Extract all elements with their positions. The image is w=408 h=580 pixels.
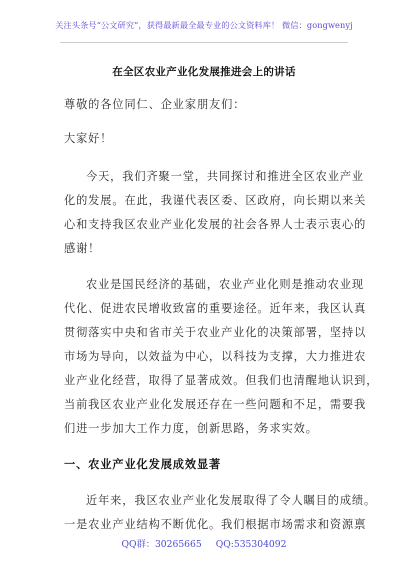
greeting: 大家好！: [64, 132, 113, 145]
header-divider: [60, 42, 348, 43]
paragraph-line: 市场为导向，以效益为中心，以科技为支撑，大力推进农: [64, 350, 367, 363]
paragraph-line: 业产业化经营，取得了显著成效。但我们也清醒地认识到，: [64, 374, 379, 387]
paragraph-line: 近年来，我区农业产业化发展取得了令人瞩目的成绩。: [86, 494, 377, 507]
header-banner: 关注头条号“公文研究”，获得最新最全最专业的公文资料库！ 微信：gongwenyj: [55, 20, 353, 30]
paragraph-line: 一是农业产业结构不断优化。我们根据市场需求和资源禀: [64, 518, 367, 531]
paragraph-line: 心和支持我区农业产业化发展的社会各界人士表示衷心的: [64, 218, 367, 231]
paragraph-line: 当前我区农业产业化发展还存在一些问题和不足，需要我: [64, 398, 367, 411]
paragraph-line: 贯彻落实中央和省市关于农业产业化的决策部署，坚持以: [64, 326, 367, 339]
footer-qq-group: QQ群：30265665: [121, 539, 202, 550]
paragraph-line: 代化、促进农民增收致富的重要途径。近年来，我区认真: [64, 302, 367, 315]
salutation: 尊敬的各位同仁、企业家朋友们：: [64, 98, 246, 111]
section-heading: 一、农业产业化发展成效显著: [64, 457, 222, 471]
footer-contact: [0, 536, 408, 550]
paragraph-line: 化的发展。在此，我谨代表区委、区政府，向长期以来关: [64, 194, 367, 207]
paragraph-line: 农业是国民经济的基础，农业产业化则是推动农业现: [86, 278, 365, 291]
paragraph-line: 感谢！: [64, 242, 101, 255]
footer-qq: QQ:535304092: [215, 539, 287, 550]
paragraph-line: 今天，我们齐聚一堂，共同探讨和推进全区农业产业: [86, 170, 365, 183]
document-title: 在全区农业产业化发展推进会上的讲话: [112, 66, 296, 78]
paragraph-line: 们进一步加大工作力度，创新思路，务求实效。: [64, 422, 318, 435]
